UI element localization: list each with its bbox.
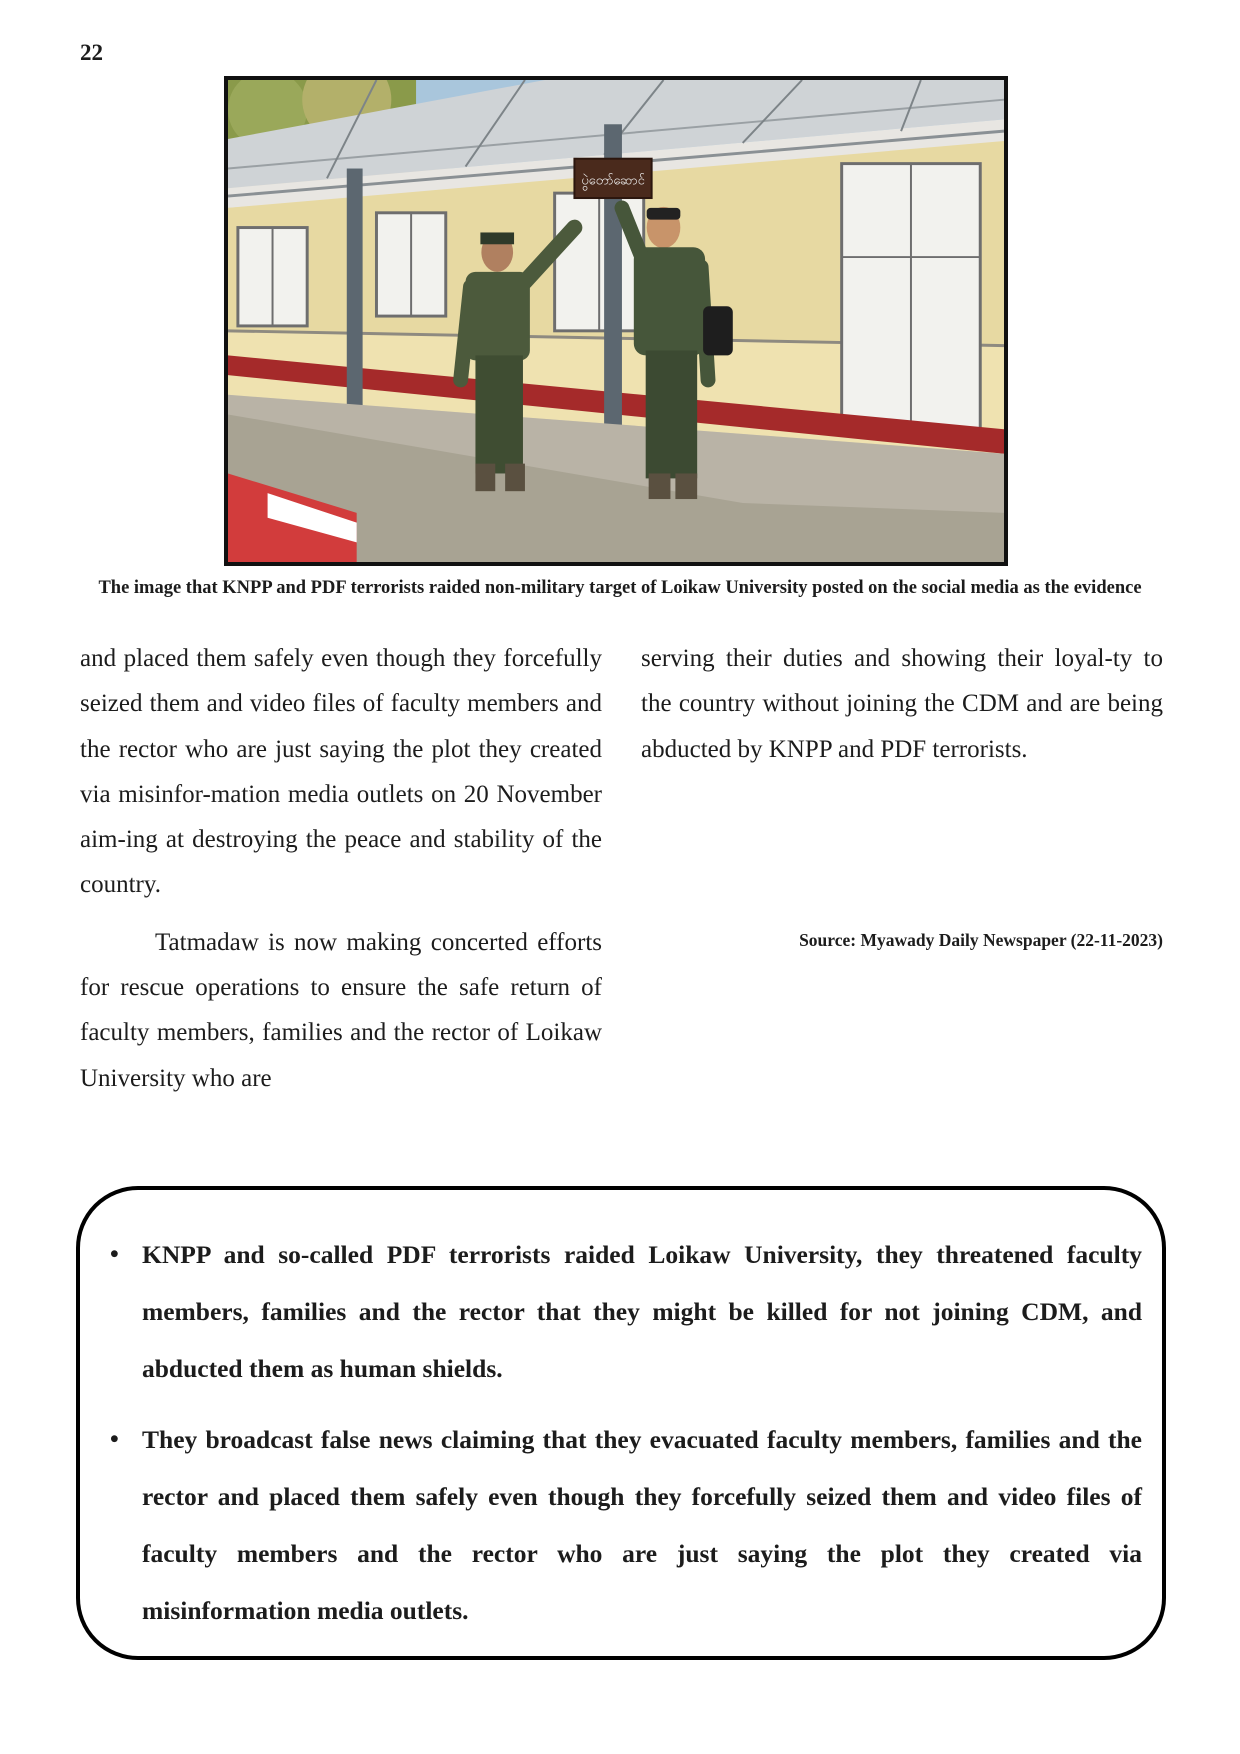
right-paragraph-1: serving their duties and showing their loyal-ty to the country without joining the CDM and are being abducted by KNPP and PDF terrorists.: [641, 645, 1163, 763]
left-paragraph-1: and placed them safely even though they forcefully seized them and video files of faculty members and the rector who are just saying the plot they created via misinfor-mation media outlets on 20 November aim-ing at destroying the peace and stability of the country.: [80, 645, 602, 899]
summary-item-1: [110, 1226, 1142, 1397]
summary-item-text: KNPP and so-called PDF terrorists raided Loikaw University, they threatened faculty members, families and the rector that they might be killed for not joining CDM, and abducted them as human shields.: [142, 1240, 1142, 1383]
building-photo-illustration: [228, 80, 1004, 562]
summary-item-2: [110, 1411, 1142, 1639]
left-paragraph-2: Tatmadaw is now making concerted efforts for rescue operations to ensure the safe return of faculty members, families and the rector of Loikaw University who are: [80, 928, 602, 1092]
source-citation: Source: Myawady Daily Newspaper (22-11-2023): [799, 930, 1163, 950]
photo-caption: The image that KNPP and PDF terrorists raided non-military target of Loikaw University posted on the social media as the evidence: [98, 578, 1142, 598]
summary-list: [110, 1226, 1142, 1639]
summary-item-text: They broadcast false news claiming that they evacuated faculty members, families and the rector and placed them safely even though they forcefully seized them and video files of faculty members and the rector who are just saying the plot they created via misinformation media outlets.: [142, 1425, 1142, 1625]
right-column: [641, 636, 1163, 772]
news-photo: [224, 76, 1008, 566]
sign-text: ပွဲတော်ဆောင်: [581, 173, 645, 189]
summary-box: [76, 1186, 1166, 1660]
left-column: [80, 636, 602, 1101]
bullet-icon: •: [110, 1426, 119, 1453]
page-number: 22: [80, 40, 103, 65]
bullet-icon: •: [110, 1241, 119, 1268]
